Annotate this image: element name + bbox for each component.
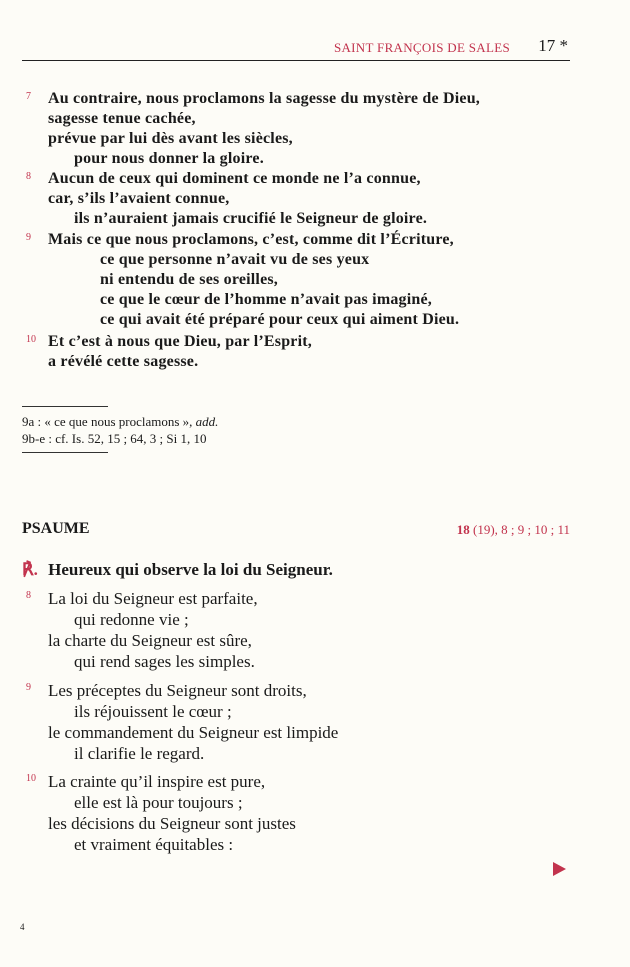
psalm-line: qui rend sages les simples. [74, 652, 255, 671]
psalm-line: les décisions du Seigneur sont justes [48, 814, 296, 833]
psalm-refrain [22, 560, 333, 580]
footnote-italic: add. [195, 414, 219, 429]
psalm-title: PSAUME [22, 520, 90, 537]
verse-number: 9 [26, 232, 31, 243]
printer-mark: 4 [20, 922, 25, 932]
psalm-line: il clarifie le regard. [74, 744, 205, 763]
page-header-title: SAINT FRANÇOIS DE SALES [333, 40, 510, 55]
reading-line: sagesse tenue cachée, [48, 110, 196, 127]
psalm-line: et vraiment équitables : [74, 835, 234, 854]
reading-line: Et c’est à nous que Dieu, par l’Esprit, [48, 333, 312, 350]
page-number: 17 * [538, 36, 568, 55]
psalm-ref-verses: (19), 8 ; 9 ; 10 ; 11 [472, 522, 570, 537]
psalm-line: la charte du Seigneur est sûre, [48, 631, 252, 650]
psalm-reference [457, 522, 570, 538]
verse-number: 8 [26, 171, 31, 182]
next-page-arrow-icon[interactable] [553, 862, 566, 876]
verse-number: 9 [26, 682, 31, 693]
reading-line: ils n’auraient jamais crucifié le Seigneur de gloire. [74, 210, 428, 227]
page-header [22, 36, 570, 61]
psalm-line: La loi du Seigneur est parfaite, [48, 589, 258, 608]
psalm-line: ils réjouissent le cœur ; [74, 702, 232, 721]
footnote [22, 414, 218, 430]
reading-line: Au contraire, nous proclamons la sagesse du mystère de Dieu, [48, 90, 480, 107]
response-symbol: ℟. [22, 560, 38, 579]
reading-line: a révélé cette sagesse. [48, 353, 199, 370]
verse-number: 10 [26, 773, 36, 784]
psalm-line: le commandement du Seigneur est limpide [48, 723, 339, 742]
psalm-line: qui redonne vie ; [74, 610, 189, 629]
reading-line: prévue par lui dès avant les siècles, [48, 130, 293, 147]
reading-line: ce que personne n’avait vu de ses yeux [100, 251, 370, 268]
verse-number: 10 [26, 334, 36, 345]
reading-line: ce que le cœur de l’homme n’avait pas imaginé, [100, 291, 432, 308]
verse-number: 8 [26, 590, 31, 601]
footnote: 9b-e : cf. Is. 52, 15 ; 64, 3 ; Si 1, 10 [22, 431, 207, 446]
reading-line: pour nous donner la gloire. [74, 150, 264, 167]
notes-bottom-rule [22, 452, 108, 453]
reading-line: Aucun de ceux qui dominent ce monde ne l’a connue, [48, 170, 421, 187]
footnote-text: 9a : « ce que nous proclamons », [22, 414, 193, 429]
reading-line: ce qui avait été préparé pour ceux qui aiment Dieu. [100, 311, 460, 328]
reading-line: Mais ce que nous proclamons, c’est, comme dit l’Écriture, [48, 231, 454, 248]
psalm-line: elle est là pour toujours ; [74, 793, 243, 812]
psalm-line: La crainte qu’il inspire est pure, [48, 772, 266, 791]
reading-line: car, s’ils l’avaient connue, [48, 190, 230, 207]
psalm-ref-number: 18 [456, 522, 470, 537]
verse-number: 7 [26, 91, 31, 102]
refrain-text: Heureux qui observe la loi du Seigneur. [48, 560, 333, 579]
reading-line: ni entendu de ses oreilles, [100, 271, 279, 288]
psalm-line: Les préceptes du Seigneur sont droits, [48, 681, 307, 700]
notes-top-rule [22, 406, 108, 407]
